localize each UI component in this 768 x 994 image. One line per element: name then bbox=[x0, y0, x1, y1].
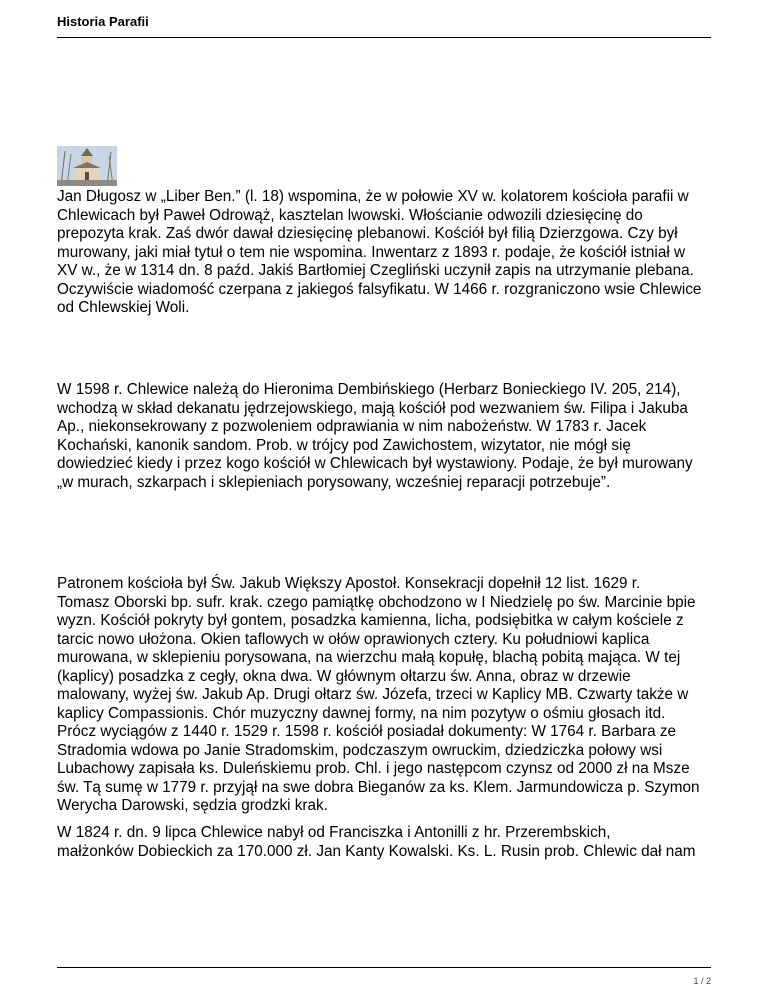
paragraph-1: Jan Długosz w „Liber Ben.” (l. 18) wspomina, że w połowie XV w. kolatorem kościoła parafii w Chlewicach był Paweł Odrowąż, kasztelan lwowski. Włościanie odwozili dziesięcinę do prepozyta krak. Zaś dwór dawał dziesięcinę plebanowi. Kościół był filią Dzierzgowa. Czy był murowany, jaki miał tytuł o tem nie wspomina. Inwentarz z 1893 r. podaje, że kościół istniał w XV w., że w 1314 dn. 8 paźd. Jakiś Bartłomiej Czegliński uczynił zapis na utrzymanie plebana. Oczywiście wiadomość czerpana z jakiegoś falsyfikatu. W 1466 r. rozgraniczono wsie Chlewice od Chlewskiej Woli. bbox=[57, 188, 702, 316]
paragraph-4: W 1824 r. dn. 9 lipca Chlewice nabył od Franciszka i Antonilli z hr. Przerembskich, małżonków Dobieckich za 170.000 zł. Jan Kanty Kowalski. Ks. L. Rusin prob. Chlewic dał nam bbox=[57, 824, 696, 860]
page-number: 1 / 2 bbox=[693, 976, 711, 986]
paragraph-3: Patronem kościoła był Św. Jakub Większy Apostoł. Konsekracji dopełnił 12 list. 1629 r. Tomasz Oborski bp. sufr. krak. czego pamiątkę obchodzono w I Niedzielę po św. Marcinie bpie wyzn. Kościół pokryty był gontem, posadzka kamienna, licha, podsiębitka w całym kościele z tarcic nowo ułożona. Okien taflowych w ołów oprawionych cztery. Ku południowi kaplica murowana, w sklepieniu porysowana, na wierzchu małą kopułę, blachą pobitą mająca. W tej (kaplicy) posadzka z cegły, okna dwa. W głównym ołtarzu św. Anna, obraz w drzewie malowany, wyżej św. Jakub Ap. Drugi ołtarz św. Józefa, trzeci w Kaplicy MB. Czwarty także w kaplicy Compassionis. Chór muzyczny dawnej formy, na nim pozytyw o ośmiu głosach itd. Prócz wyciągów z 1440 r. 1529 r. 1598 r. kościół posiadał dokumenty: W 1764 r. Barbara ze Stradomia wdowa po Janie Stradomskim, podczaszym owruckim, dziedziczka połowy wsi Lubachowy zapisała ks. Duleńskiemu prob. Chl. i jego następcom czynsz od 2000 zł na Msze św. Tą sumę w 1779 r. przyjął na swe dobra Bieganów za ks. Klem. Jarmundowicza p. Szymon Werycha Darowski, sędzia grodzki krak. bbox=[57, 575, 700, 814]
footer-rule bbox=[57, 967, 711, 968]
paragraph-2: W 1598 r. Chlewice należą do Hieronima Dembińskiego (Herbarz Bonieckiego IV. 205, 214), wchodzą w skład dekanatu jędrzejowskiego, mają kościół pod wezwaniem św. Filipa i Jakuba Ap., niekonsekrowany z pozwoleniem odprawiania w nim nabożeństw. W 1783 r. Jacek Kochański, kanonik sandom. Prob. w trójcy pod Zawichostem, wizytator, nie mógł się dowiedzieć kiedy i przez kogo kościół w Chlewicach był wystawiony. Podaje, że był murowany „w murach, szkarpach i sklepieniach porysowany, wcześniej reparacji potrzebuje”. bbox=[57, 381, 693, 491]
header-rule bbox=[57, 37, 711, 38]
page-header-title: Historia Parafii bbox=[57, 14, 149, 29]
church-thumbnail-image bbox=[57, 146, 117, 186]
